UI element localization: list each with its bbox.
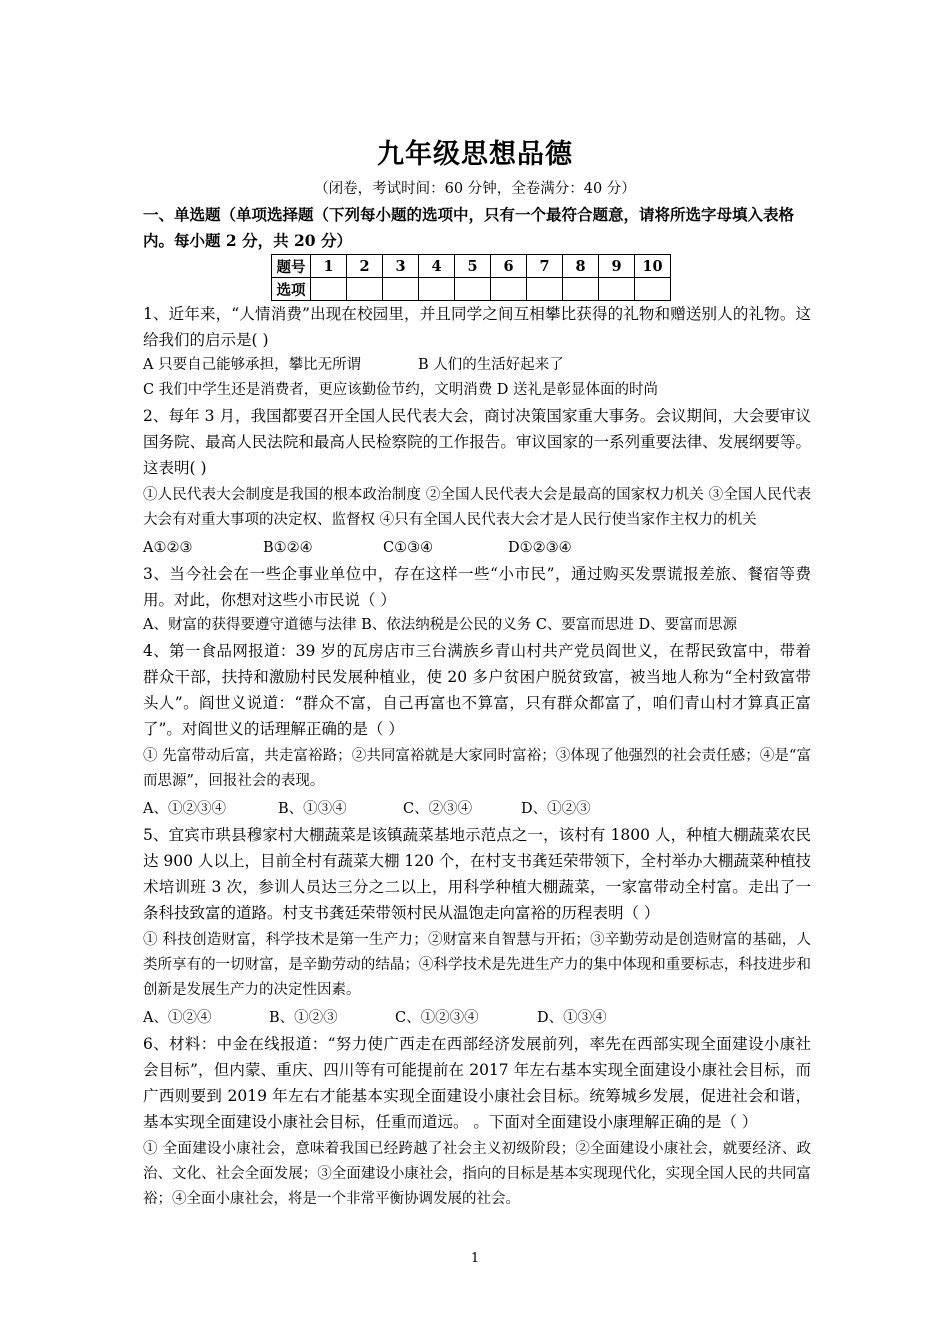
question-1-options-line1	[143, 353, 811, 378]
exam-content	[143, 202, 811, 1215]
answer-table-number: 10	[635, 255, 671, 278]
answer-table-number: 4	[419, 255, 455, 278]
answer-table-number: 2	[347, 255, 383, 278]
answer-table-number: 9	[599, 255, 635, 278]
choice-c: C、②③④	[403, 801, 473, 817]
question-6-stem: 6、材料：中金在线报道：“努力使广西走在西部经济发展前列，率先在西部实现全面建设小康社会目标”，但内蒙、重庆、四川等有可能提前在 2017 年左右基本实现全面建设小康社会目标，而广西则要到 2019 年左右才能基本实现全面建设小康社会目标。统筹城乡发展，促进社会和谐，基本实现全面建设小康社会目标，任重而道远。 。下面对全面建设小康理解正确的是（ ）	[143, 1035, 811, 1131]
answer-cell[interactable]	[311, 278, 347, 301]
question-4-choices	[143, 797, 811, 822]
answer-cell[interactable]	[491, 278, 527, 301]
choice-b: B、①②③	[269, 1010, 338, 1026]
page-number: 1	[470, 1251, 480, 1266]
answer-table-number: 6	[491, 255, 527, 278]
question-2-stem: 2、每年 3 月，我国都要召开全国人民代表大会，商讨决策国家重大事务。会议期间，大会要审议国务院、最高人民法院和最高人民检察院的工作报告。审议国家的一系列重要法律、发展纲要等。这表明( )	[143, 407, 811, 477]
answer-cell[interactable]	[347, 278, 383, 301]
choice-a: A①②③	[143, 540, 193, 556]
choice-c: C、①②③④	[395, 1010, 479, 1026]
question-2-statements: ①人民代表大会制度是我国的根本政治制度 ②全国人民代表大会是最高的国家权力机关 ③全国人民代表大会有对重大事项的决定权、监督权 ④只有全国人民代表大会才是人民行使当家作主权力的机关	[143, 487, 811, 528]
answer-cell[interactable]	[383, 278, 419, 301]
question-4-stem: 4、第一食品网报道：39 岁的瓦房店市三台满族乡青山村共产党员阎世义，在帮民致富中，带着群众干部，扶持和激励村民发展种植业，使 20 多户贫困户脱贫致富，被当地人称为“全村致富带头人”。阎世义说道：“群众不富，自己再富也不算富，只有群众都富了，咱们青山村才算真正富了”。对阎世义的话理解正确的是（ ）	[143, 642, 811, 738]
question-1-stem: 1、近年来，“人情消费”出现在校园里，并且同学之间互相攀比获得的礼物和赠送别人的礼物。这给我们的启示是( )	[143, 305, 811, 349]
question-6-statements: ① 全面建设小康社会，意味着我国已经跨越了社会主义初级阶段；②全面建设小康社会，就要经济、政治、文化、社会全面发展；③全面建设小康社会，指向的目标是基本实现现代化，实现全国人民的共同富裕；④全面小康社会，将是一个非常平衡协调发展的社会。	[143, 1141, 811, 1207]
choice-c: C①③④	[383, 540, 434, 556]
answer-table	[271, 254, 671, 301]
question-3-stem: 3、当今社会在一些企事业单位中，存在这样一些“小市民”，通过购买发票谎报差旅、餐宿等费用。对此，你想对这些小市民说（ ）	[143, 565, 811, 609]
choice-d: D、①②③	[521, 801, 591, 817]
answer-cell[interactable]	[455, 278, 491, 301]
choice-b: B、①③④	[278, 801, 347, 817]
option-a: A 只要自己能够承担，攀比无所谓	[143, 357, 362, 373]
question-2-choices	[143, 536, 811, 561]
answer-table-row-label: 题号	[272, 255, 311, 278]
answer-cell[interactable]	[635, 278, 671, 301]
question-5-choices	[143, 1006, 811, 1031]
option-b: B 人们的生活好起来了	[418, 357, 564, 373]
choice-d: D、①③④	[537, 1010, 607, 1026]
answer-table-number: 1	[311, 255, 347, 278]
answer-table-number: 3	[383, 255, 419, 278]
answer-cell[interactable]	[419, 278, 455, 301]
answer-table-number: 5	[455, 255, 491, 278]
choice-a: A、①②④	[143, 1010, 212, 1026]
choice-d: D①②③④	[508, 540, 572, 556]
answer-table-number-row	[272, 255, 671, 278]
section-heading: 一、单选题（单项选择题（下列每小题的选项中，只有一个最符合题意，请将所选字母填入表格内。每小题 2 分，共 20 分）	[143, 205, 795, 250]
question-3-options: A、财富的获得要遵守道德与法律 B、依法纳税是公民的义务 C、要富而思进 D、要富而思源	[143, 617, 738, 633]
page-title: 九年级思想品德	[377, 139, 573, 170]
question-1-options-line2: C 我们中学生还是消费者，更应该勤俭节约，文明消费 D 送礼是彰显体面的时尚	[143, 382, 659, 398]
answer-table-option-row	[272, 278, 671, 301]
answer-table-number: 8	[563, 255, 599, 278]
answer-cell[interactable]	[563, 278, 599, 301]
question-5-statements: ① 科技创造财富，科学技术是第一生产力；②财富来自智慧与开拓；③辛勤劳动是创造财富的基础，人类所享有的一切财富，是辛勤劳动的结晶；④科学技术是先进生产力的集中体现和重要标志，科技进步和创新是发展生产力的决定性因素。	[143, 932, 811, 998]
answer-cell[interactable]	[527, 278, 563, 301]
choice-a: A、①②③④	[143, 801, 226, 817]
answer-cell[interactable]	[599, 278, 635, 301]
question-4-statements: ① 先富带动后富，共走富裕路；②共同富裕就是大家同时富裕；③体现了他强烈的社会责任感；④是“富而思源”，回报社会的表现。	[143, 748, 811, 789]
choice-b: B①②④	[263, 540, 313, 556]
answer-table-row-label: 选项	[272, 278, 311, 301]
answer-table-number: 7	[527, 255, 563, 278]
question-5-stem: 5、宜宾市珙县穆家村大棚蔬菜是该镇蔬菜基地示范点之一，该村有 1800 人，种植大棚蔬菜农民达 900 人以上，目前全村有蔬菜大棚 120 个，在村支书龚廷荣带领下，全村举办大棚蔬菜种植技术培训班 3 次，参训人员达三分之二以上，用科学种植大棚蔬菜，一家富带动全村富。走出了一条科技致富的道路。村支书龚廷荣带领村民从温饱走向富裕的历程表明（ ）	[143, 826, 811, 922]
exam-info: （闭卷，考试时间：60 分钟，全卷满分：40 分）	[314, 181, 636, 197]
